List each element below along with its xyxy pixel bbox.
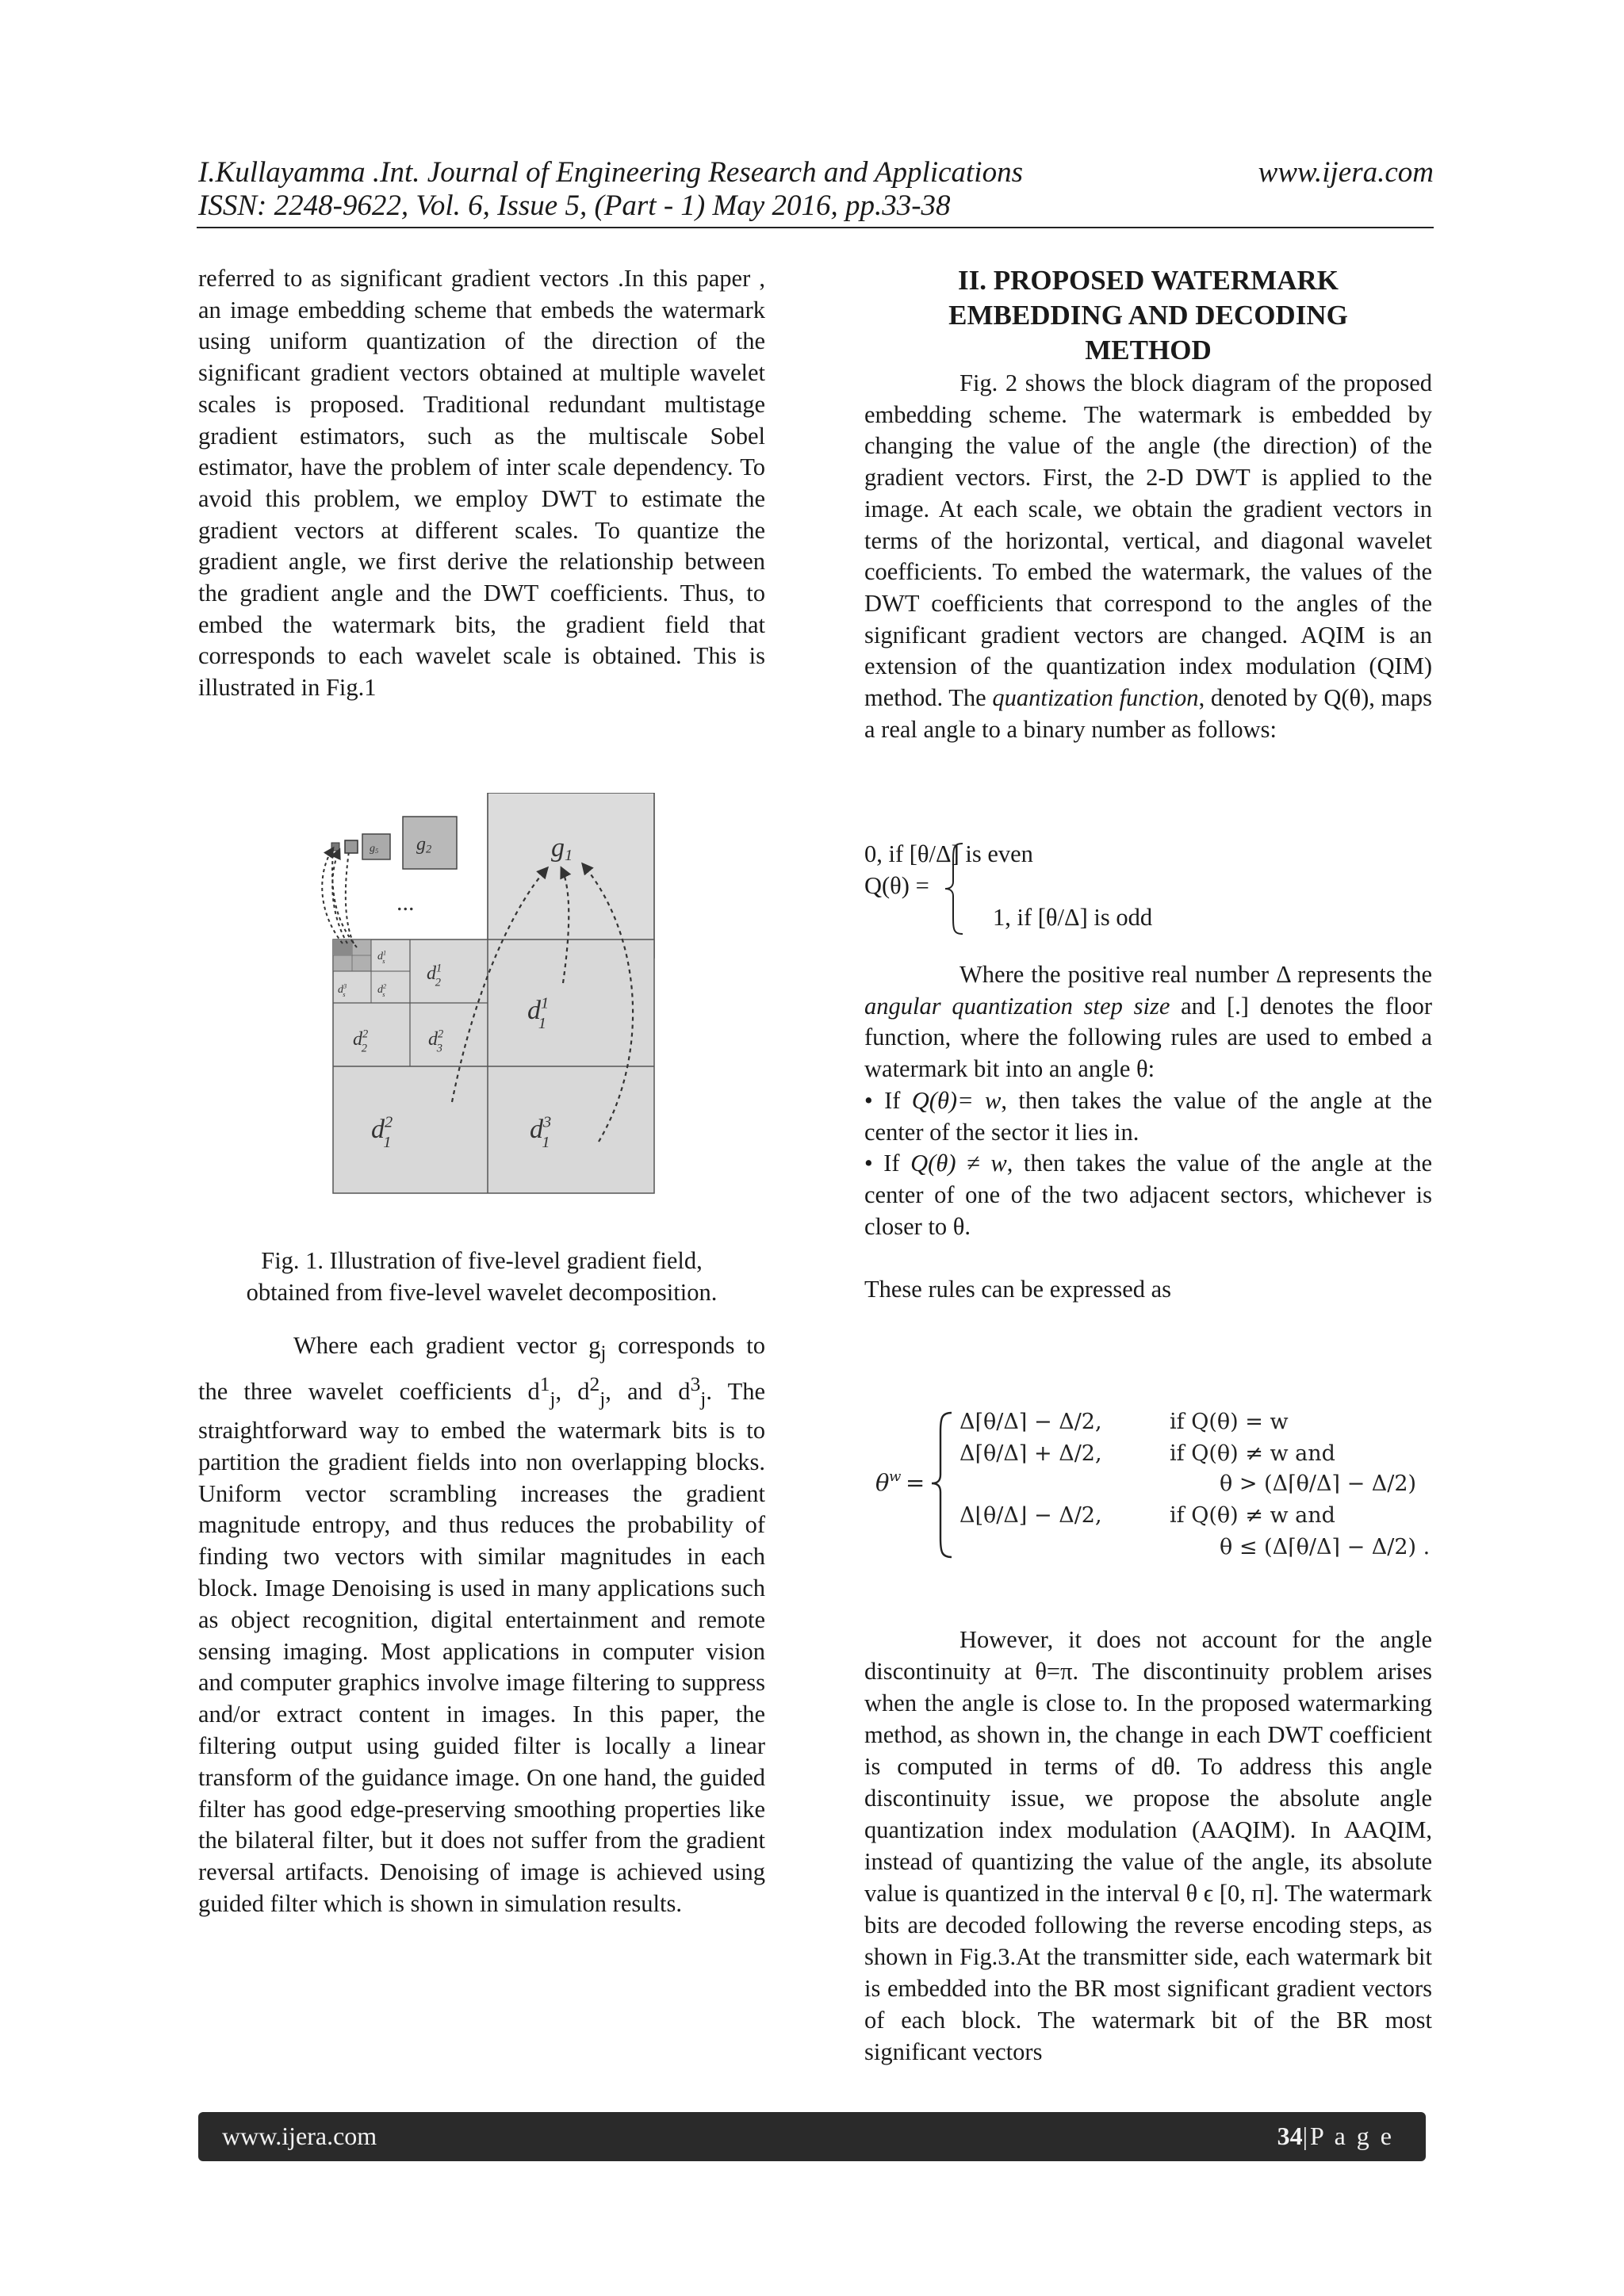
text-run: , denoted by Q(θ), maps a real angle to a binary number as follows: [864,684,1432,743]
text-run: , d [555,1378,590,1406]
text-run: Fig. 2 shows the block diagram of the proposed embedding scheme. The watermark is embedded by changing the value of the angle (the direction) of the gradient vectors. First, the 2-D DWT is applied to the image. At each scale, we obtain the gradient vectors in terms of the horizontal, vertical, and diagonal wavelet coefficients. To embed the watermark, the values of the DWT coefficients that correspond to the angles of the significant gradient vectors are changed. AQIM is an extension of the quantization index modulation (QIM) method. The [864,369,1432,712]
qf-case-1: 1, if [θ/Δ] is odd [993,904,1153,931]
label-d23: $d^2$ 3 [428,1027,444,1055]
label-g1: g1 [551,833,573,865]
section-heading [864,263,1432,368]
heading-line-1: II. PROPOSED WATERMARK [957,265,1339,296]
brace-icon [942,840,966,937]
caption-line-2: obtained from five-level wavelet decomposition. [246,1279,718,1306]
text-run: , and d [605,1378,691,1406]
right-paragraph-4: However, it does not account for the angle discontinuity at θ=π. The discontinuity problem arises when the angle is close to. In the proposed watermarking method, as shown in, the change in each DWT coefficient is computed in terms of dθ. To address this angle discontinuity issue, we propose the absolute angle quantization index modulation (AAQIM). In AAQIM, instead of quantizing the value of the angle, its absolute value is quantized in the interval θ ϵ [0, п]. The watermark bits are decoded following the reverse encoding steps, as shown in Fig.3.At the transmitter side, each watermark bit is embedded into the BR most significant gradient vectors of each block. The watermark bit of the BR most significant vectors [864,1626,1432,2065]
italic-term: quantization function [992,684,1199,712]
footer-url[interactable]: www.ijera.com [222,2122,377,2150]
page-label: |P a g e [1302,2122,1394,2150]
subscript: j [700,1387,707,1410]
label-g2: g2 [416,834,432,856]
eq-lhs: θ [875,1469,890,1496]
rule-2 [864,1148,1432,1242]
right-column-continued [864,959,1432,1306]
right-paragraph-3: These rules can be expressed as [864,1276,1172,1303]
italic-term: Q(θ)= w [911,1086,1002,1114]
subscript: j [550,1387,556,1410]
eq-case3-cond: if Q(θ) ≠ w and [1170,1503,1335,1528]
qf-case-0: 0, if [θ/Δ] is even [864,840,1033,867]
text-run: Where the positive real number Δ represents the [959,961,1432,988]
eq-case2-cond-2: θ > (Δ⌈θ/Δ⌉ − Δ/2) [1220,1471,1417,1496]
page-number-value: 34 [1277,2122,1303,2150]
left-paragraph-1: referred to as significant gradient vectors .In this paper , an image embedding scheme that embeds the watermark using uniform quantization of the direction of the significant gradient vectors obtained at multiple wavelet scales is proposed. Traditional redundant multistage gradient estimators, such as the multiscale Sobel estimator, have the problem of inter scale dependency. To avoid this problem, we employ DWT to estimate the gradient vectors at different scales. To quantize the gradient angle, we first derive the relationship between the gradient angle and the DWT coefficients. Thus, to embed the watermark bits, the gradient field that corresponds to each wavelet scale is obtained. This is illustrated in Fig.1 [198,265,765,702]
superscript: 2 [589,1372,600,1395]
subscript: j [599,1387,606,1410]
italic-term: angular quantization step size [864,992,1170,1020]
text-run: , then takes the value of the angle at the center of the sector it lies in. [864,1086,1432,1146]
label-d22: $d^2$ 2 [353,1027,369,1055]
page-footer [198,2112,1426,2161]
text-run: , then takes the value of the angle at the center of one of the two adjacent sectors, whichever is closer to θ. [864,1150,1433,1240]
figure-1-wavelet-diagram [309,793,674,1197]
eq-case1-value: Δ⌈θ/Δ⌉ − Δ/2, [959,1410,1102,1434]
right-paragraph-4-container [864,1624,1432,2068]
eq-case2-value: Δ⌈θ/Δ⌉ + Δ/2, [959,1441,1102,1466]
text-run: Where each gradient vector g [293,1332,601,1359]
running-header-issn: ISSN: 2248-9622, Vol. 6, Issue 5, (Part - 1) May 2016, pp.33-38 [198,189,951,222]
label-d11: $d^1$ 1 [527,994,548,1032]
right-column-text [864,263,1432,745]
eq-case2-cond: if Q(θ) ≠ w and [1170,1441,1335,1466]
text-run: and [.] denotes the floor function, where the following rules are used to embed a watermark bit into an angle θ: [864,992,1432,1083]
text-run: • If [864,1086,912,1114]
text-run: corresponds to the three wavelet coefficients d [198,1332,765,1406]
subscript: j [600,1341,607,1364]
label-d1s: $d^1$ s [377,949,387,965]
superscript: 1 [539,1372,550,1395]
qf-lhs: Q(θ) = [864,872,929,899]
eq-equals: = [906,1469,925,1496]
left-paragraph-2 [198,1330,765,1920]
right-paragraph-2 [864,959,1432,1085]
running-header-journal: I.Kullayamma .Int. Journal of Engineering Research and Applications [198,156,1023,189]
rule-1 [864,1085,1432,1148]
ellipsis-dots: ... [396,890,415,916]
eq-case3-value: Δ⌊θ/Δ⌋ − Δ/2, [959,1503,1102,1528]
text-run: . The straightforward way to embed the watermark bits is to partition the gradient fields into non overlapping blocks. Uniform vector scrambling increases the gradient magnitude entropy, and thus reduces the probability of finding two vectors with similar magnitudes in each block. Image Denoising is used in many applications such as object recognition, digital entertainment and remote sensing imaging. Most applications in computer vision and computer graphics involve image filtering to suppress and/or extract content in images. In this paper, the filtering output using guided filter is locally a linear transform of the guidance image. On one hand, the guided filter has good edge-preserving smoothing properties like the bilateral filter, but it does not suffer from the gradient reversal artifacts. Denoising of image is achieved using guided filter which is shown in simulation results. [198,1378,765,1917]
eq-case3-cond-2: θ ≤ (Δ⌈θ/Δ⌉ − Δ/2) . [1220,1535,1431,1559]
label-d2s: $d^2$ s [377,982,387,998]
label-d12: $d^1$ 2 [427,962,442,989]
embedding-equation [864,1402,1435,1568]
figure-1-caption [198,1245,765,1308]
running-header-url[interactable]: www.ijera.com [1258,156,1434,189]
left-column-text [198,263,765,704]
label-d21: $d^2$ 1 [371,1113,393,1151]
caption-line-1: Fig. 1. Illustration of five-level gradient field, [261,1247,703,1274]
superscript: 3 [690,1372,701,1395]
text-run: • If [864,1150,911,1177]
page-number [1277,2122,1394,2151]
label-d31: $d^3$ 1 [530,1113,552,1151]
heading-line-3: METHOD [1085,335,1212,365]
eq-case1-cond: if Q(θ) = w [1170,1410,1289,1434]
label-g5: g5 [370,843,379,855]
heading-line-2: EMBEDDING AND DECODING [948,300,1348,331]
label-d3s: $d^3$ s [338,982,347,998]
eq-lhs-sup: w [889,1468,902,1485]
header-rule [197,227,1434,228]
right-paragraph-1 [864,368,1432,745]
italic-term: Q(θ) ≠ w [910,1150,1007,1177]
